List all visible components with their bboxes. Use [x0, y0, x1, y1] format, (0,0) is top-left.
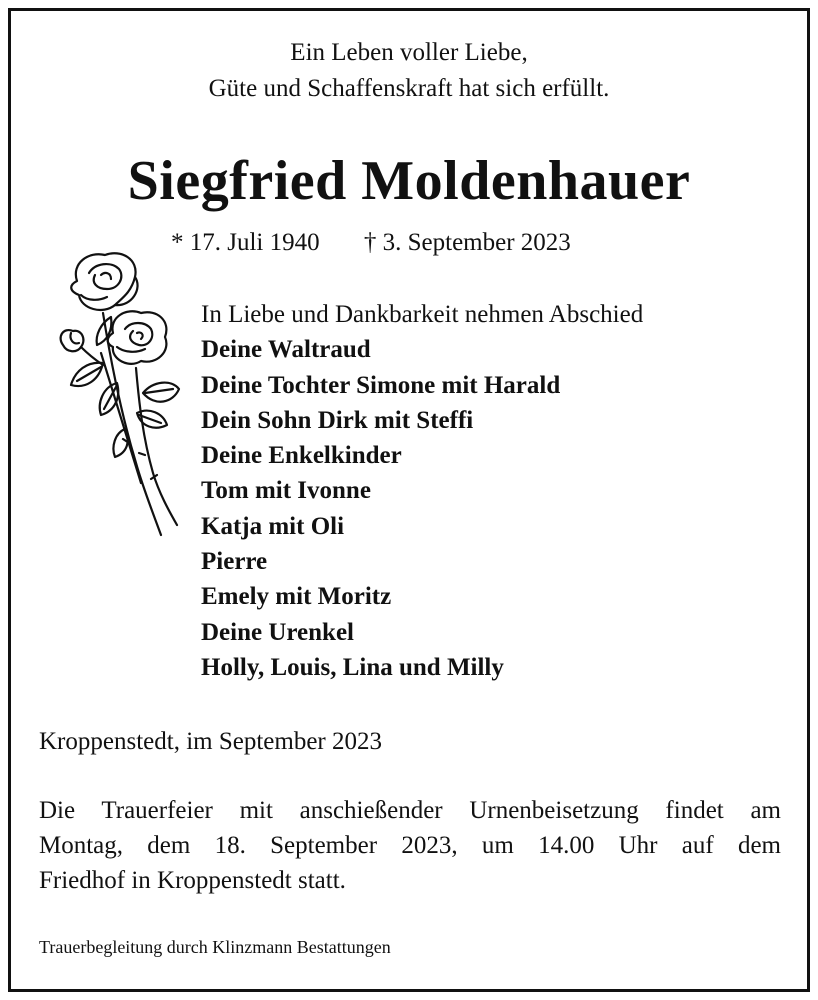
- birth-date: * 17. Juli 1940: [171, 229, 320, 256]
- mourner-line: Emely mit Moritz: [201, 583, 392, 611]
- death-date: † 3. September 2023: [363, 229, 571, 256]
- ceremony-line-3: Friedhof in Kroppenstedt statt.: [39, 867, 346, 894]
- ceremony-line-2: Montag, dem 18. September 2023, um 14.00 Uhr auf dem: [39, 832, 781, 859]
- motto: [11, 35, 807, 107]
- obituary-card: [8, 8, 810, 992]
- ceremony-notice: [39, 793, 781, 898]
- mourners-intro: In Liebe und Dankbarkeit nehmen Abschied: [201, 301, 644, 328]
- undertaker-credit: Trauerbegleitung durch Klinzmann Bestattungen: [39, 937, 391, 957]
- mourner-line: Deine Tochter Simone mit Harald: [201, 371, 561, 399]
- mourner-line: Deine Urenkel: [201, 618, 354, 646]
- mourner-line: Pierre: [201, 548, 268, 576]
- mourner-line: Dein Sohn Dirk mit Steffi: [201, 406, 474, 434]
- life-dates: [171, 227, 571, 259]
- ceremony-line-1: Die Trauerfeier mit anschießender Urnenbeisetzung findet am: [39, 797, 781, 824]
- mourner-line: Deine Waltraud: [201, 336, 371, 364]
- motto-line-2: Güte und Schaffenskraft hat sich erfüllt.: [208, 75, 610, 102]
- mourner-line: Holly, Louis, Lina und Milly: [201, 653, 504, 681]
- mourner-line: Deine Enkelkinder: [201, 442, 402, 470]
- place-and-date: Kroppenstedt, im September 2023: [39, 728, 382, 755]
- motto-line-1: Ein Leben voller Liebe,: [290, 39, 528, 66]
- deceased-name: Siegfried Moldenhauer: [127, 150, 691, 212]
- mourners-list: [201, 297, 643, 685]
- mourner-line: Tom mit Ivonne: [201, 477, 371, 505]
- rose-icon: [41, 243, 191, 543]
- mourner-line: Katja mit Oli: [201, 512, 345, 540]
